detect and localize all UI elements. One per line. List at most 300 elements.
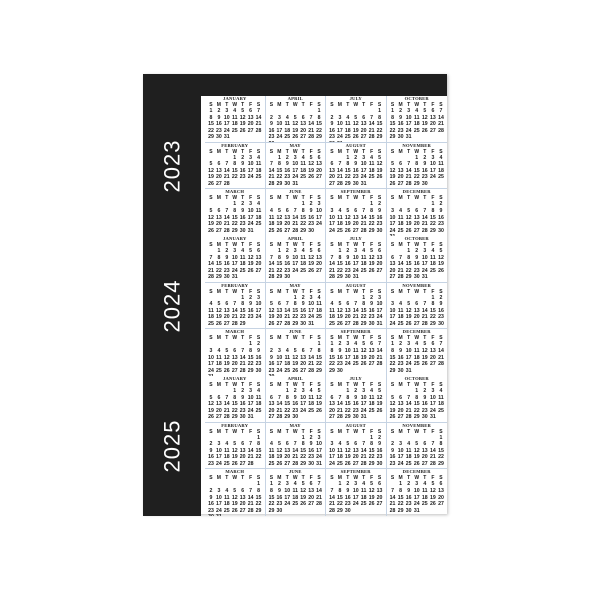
day-number: 7 (225, 394, 229, 401)
weekday-letter: W (353, 148, 359, 155)
day-number: 17 (389, 221, 396, 228)
day-number: 16 (284, 261, 291, 268)
day-number: 29 (316, 134, 322, 141)
day-number: 29 (397, 507, 404, 514)
day-number: 15 (300, 447, 307, 454)
day-number: 11 (368, 161, 375, 168)
weekday-letter: S (256, 102, 261, 108)
day-number: 7 (225, 161, 229, 168)
day-number: 14 (421, 307, 428, 314)
day-number: 20 (268, 407, 275, 414)
day-number: 11 (255, 394, 262, 401)
day-number: 12 (405, 307, 412, 314)
day-number: 8 (346, 161, 350, 168)
day-number: 27 (276, 321, 283, 328)
day-number: 12 (352, 121, 359, 128)
day-number: 21 (421, 221, 428, 228)
weekday-letter: F (309, 475, 313, 482)
day-number: 2 (293, 388, 297, 394)
weekday-letter: M (216, 475, 221, 482)
day-number: 7 (439, 108, 443, 114)
day-number: 27 (421, 461, 428, 468)
day-number: 31 (316, 461, 322, 468)
day-number: 6 (399, 394, 403, 401)
day-number: 20 (231, 361, 238, 368)
weekday-letter: T (241, 148, 245, 155)
weekday-letter: T (346, 335, 350, 342)
day-number: 14 (360, 447, 367, 454)
day-number: 24 (344, 361, 351, 368)
day-number: 13 (389, 261, 396, 268)
day-grid (389, 201, 446, 236)
day-number: 9 (354, 161, 358, 168)
day-number: 15 (389, 121, 396, 128)
day-number: 4 (407, 441, 411, 448)
day-number: 26 (268, 321, 275, 328)
day-number: 15 (376, 121, 383, 128)
weekday-letter: S (317, 242, 321, 248)
day-number: 5 (209, 394, 213, 401)
day-number: 26 (215, 321, 222, 328)
weekday-letter: S (330, 335, 334, 342)
day-number: 23 (344, 501, 351, 508)
weekday-letter: M (398, 382, 403, 388)
day-number: 28 (308, 134, 314, 141)
day-number: 18 (329, 314, 335, 321)
day-number: 24 (329, 461, 335, 468)
day-number: 12 (389, 167, 396, 174)
day-number: 25 (438, 407, 444, 414)
weekday-letter: T (225, 102, 229, 108)
day-number: 10 (329, 214, 335, 221)
day-number: 15 (389, 354, 396, 361)
day-number: 1 (233, 201, 237, 208)
day-number: 8 (241, 301, 245, 308)
day-number: 18 (360, 261, 367, 268)
weekday-letter: M (398, 148, 403, 155)
day-number: 6 (285, 207, 289, 214)
weekday-letter: T (407, 428, 411, 435)
day-number: 30 (336, 367, 343, 374)
day-number: 24 (360, 174, 367, 181)
day-number: 10 (276, 354, 283, 361)
day-number: 7 (270, 254, 273, 261)
day-number: 26 (376, 407, 383, 414)
day-number: 16 (336, 354, 343, 361)
day-number: 22 (284, 407, 291, 414)
day-number: 28 (223, 227, 230, 234)
weekday-letter: M (277, 288, 282, 295)
weekday-letter: F (249, 288, 253, 295)
day-number: 16 (376, 447, 383, 454)
weekday-letter: T (301, 428, 305, 435)
day-number: 29 (368, 227, 375, 234)
day-number: 8 (407, 254, 411, 261)
day-number: 6 (423, 441, 427, 448)
day-number: 23 (413, 267, 420, 274)
day-number: 3 (407, 341, 411, 348)
day-number: 29 (389, 367, 396, 374)
weekday-letter: T (301, 288, 305, 295)
day-number: 9 (354, 394, 358, 401)
day-number: 3 (362, 154, 366, 161)
day-number: 27 (239, 507, 246, 514)
weekday-letter: M (216, 102, 221, 108)
day-number: 7 (362, 441, 366, 448)
day-number: 8 (338, 487, 342, 494)
day-number: 28 (368, 134, 375, 141)
day-grid (207, 295, 263, 328)
day-number: 7 (407, 394, 411, 401)
month-august (326, 143, 387, 190)
weekday-letter: S (269, 148, 274, 155)
day-number: 26 (247, 267, 254, 274)
day-blank (413, 435, 421, 442)
day-number: 21 (239, 361, 246, 368)
day-number: 19 (231, 454, 238, 461)
day-number: 3 (217, 441, 221, 448)
day-number: 7 (293, 207, 297, 214)
day-number: 10 (292, 254, 299, 261)
weekday-letter: T (301, 102, 305, 108)
weekday-letter: S (256, 382, 261, 388)
weekday-letter: S (256, 428, 261, 435)
weekday-letter: S (269, 382, 274, 388)
day-number: 16 (421, 401, 428, 408)
day-number: 1 (301, 201, 305, 208)
day-number: 9 (241, 394, 245, 401)
day-number: 24 (276, 134, 283, 141)
weekday-letter: S (390, 335, 395, 342)
day-number: 18 (255, 167, 262, 174)
day-number: 23 (368, 314, 375, 321)
day-number: 17 (308, 307, 314, 314)
day-number: 7 (407, 161, 411, 168)
day-number: 24 (329, 227, 335, 234)
day-number: 1 (415, 154, 419, 161)
day-number: 23 (336, 361, 343, 368)
day-number: 22 (231, 221, 238, 228)
day-number: 4 (399, 207, 403, 214)
day-grid (268, 481, 324, 514)
weekday-letter: S (390, 475, 395, 482)
day-blank (268, 341, 276, 348)
weekday-letter: M (398, 242, 403, 248)
day-number: 5 (423, 341, 427, 348)
day-number: 4 (399, 301, 403, 308)
day-blank (299, 341, 307, 348)
day-number: 25 (368, 407, 375, 414)
day-number: 11 (360, 487, 367, 494)
day-number: 7 (257, 108, 260, 114)
weekday-letter: W (414, 195, 420, 202)
day-number: 19 (405, 314, 412, 321)
day-number: 15 (336, 261, 343, 268)
day-number: 1 (270, 481, 273, 488)
month-december (387, 189, 448, 236)
day-number: 10 (215, 494, 222, 501)
day-number: 18 (223, 501, 230, 508)
day-number: 14 (421, 214, 428, 221)
day-blank (344, 108, 352, 115)
day-grid (207, 435, 263, 468)
day-number: 8 (362, 301, 366, 308)
day-number: 3 (330, 441, 334, 448)
day-number: 15 (329, 354, 335, 361)
weekday-letter: T (346, 102, 350, 108)
day-number: 6 (217, 161, 221, 168)
day-number: 29 (413, 181, 420, 188)
day-number: 11 (284, 121, 291, 128)
day-number: 14 (255, 114, 262, 121)
weekday-letter: S (317, 428, 321, 435)
day-number: 25 (208, 321, 214, 328)
day-number: 29 (231, 227, 238, 234)
day-blank (223, 295, 231, 302)
day-number: 1 (317, 108, 321, 114)
weekday-letter: F (249, 428, 253, 435)
day-number: 29 (255, 507, 262, 514)
weekday-letter: F (309, 242, 313, 248)
day-number: 10 (376, 301, 383, 308)
day-number: 27 (397, 414, 404, 421)
weekday-letter: S (269, 288, 274, 295)
day-number: 4 (439, 154, 443, 161)
weekday-letter: S (269, 195, 274, 202)
day-number: 7 (330, 487, 334, 494)
day-number: 30 (300, 321, 307, 328)
weekday-letter: S (439, 195, 443, 202)
day-number: 30 (239, 227, 246, 234)
day-grid (207, 481, 263, 516)
day-blank (207, 341, 215, 348)
weekday-letter: T (423, 475, 427, 482)
day-number: 16 (276, 494, 283, 501)
day-number: 23 (276, 501, 283, 508)
day-number: 5 (391, 394, 394, 401)
day-number: 15 (255, 447, 262, 454)
day-number: 25 (223, 507, 230, 514)
day-number: 1 (346, 154, 350, 161)
weekday-letter: S (317, 288, 321, 295)
day-number: 6 (439, 481, 443, 488)
day-blank (283, 435, 291, 442)
weekday-letter: T (225, 335, 229, 342)
day-blank (231, 481, 239, 488)
month-name: JANUARY (223, 96, 247, 101)
day-number: 4 (415, 108, 419, 114)
day-number: 8 (285, 394, 289, 401)
day-number: 13 (413, 307, 420, 314)
day-number: 6 (370, 341, 374, 348)
weekday-letter: M (277, 102, 282, 108)
day-number: 5 (277, 441, 281, 448)
weekday-letter: T (346, 148, 350, 155)
day-number: 22 (231, 407, 238, 414)
day-number: 20 (376, 494, 383, 501)
day-number: 10 (300, 394, 307, 401)
day-number: 5 (354, 114, 358, 121)
day-number: 27 (389, 274, 396, 281)
weekday-letter: S (209, 428, 213, 435)
day-number: 17 (360, 167, 367, 174)
day-number: 15 (276, 261, 283, 268)
day-number: 6 (431, 108, 435, 114)
day-number: 8 (217, 254, 221, 261)
day-number: 26 (405, 321, 412, 328)
weekday-letter: W (232, 382, 238, 388)
month-november (387, 423, 448, 470)
day-number: 14 (231, 307, 238, 314)
day-number: 5 (423, 108, 427, 114)
day-number: 9 (370, 301, 374, 308)
weekday-letter: S (377, 382, 382, 388)
day-number: 29 (268, 507, 275, 514)
day-number: 12 (268, 307, 275, 314)
day-number: 25 (368, 174, 375, 181)
weekday-letter: W (232, 242, 238, 248)
day-number: 4 (209, 301, 213, 308)
day-number: 13 (329, 167, 335, 174)
day-number: 28 (276, 414, 283, 421)
day-number: 11 (208, 307, 214, 314)
day-number: 18 (438, 401, 444, 408)
weekday-letter: W (353, 382, 359, 388)
day-number: 18 (397, 221, 404, 228)
month-name: JANUARY (223, 236, 247, 241)
day-number: 22 (276, 174, 283, 181)
day-number: 22 (215, 267, 222, 274)
day-number: 17 (276, 361, 283, 368)
day-number: 14 (405, 401, 412, 408)
day-number: 17 (284, 494, 291, 501)
day-number: 28 (255, 127, 262, 134)
day-number: 18 (215, 361, 222, 368)
day-blank (352, 201, 360, 208)
day-number: 21 (336, 407, 343, 414)
weekday-letter: S (330, 195, 334, 202)
day-number: 19 (368, 261, 375, 268)
day-number: 19 (368, 494, 375, 501)
day-blank (283, 108, 291, 115)
weekday-letter: S (256, 195, 261, 202)
day-number: 31 (421, 274, 428, 281)
day-blank (389, 295, 397, 302)
day-number: 23 (239, 407, 246, 414)
day-blank (215, 201, 223, 208)
day-number: 27 (329, 414, 335, 421)
day-number: 15 (413, 167, 420, 174)
day-number: 9 (399, 347, 403, 354)
day-number: 6 (415, 301, 419, 308)
day-number: 19 (376, 401, 383, 408)
day-number: 17 (344, 354, 351, 361)
day-number: 11 (308, 394, 314, 401)
day-blank (344, 201, 352, 208)
day-number: 15 (231, 214, 238, 221)
day-number: 27 (352, 461, 359, 468)
day-number: 28 (405, 414, 412, 421)
weekday-letter: F (431, 335, 435, 342)
day-number: 27 (215, 181, 222, 188)
weekday-letter: F (370, 242, 374, 248)
day-number: 18 (336, 221, 343, 228)
month-name: APRIL (287, 376, 303, 381)
day-number: 30 (352, 414, 359, 421)
weekday-letter: F (249, 382, 253, 388)
day-number: 25 (329, 321, 335, 328)
weekday-letter: W (353, 335, 359, 342)
weekday-letter: T (407, 242, 411, 248)
day-number: 28 (336, 414, 343, 421)
day-blank (299, 108, 307, 115)
day-number: 8 (370, 207, 374, 214)
weekday-letter: F (431, 195, 435, 202)
day-blank (389, 155, 397, 162)
day-number: 17 (215, 501, 222, 508)
month-name: DECEMBER (402, 189, 431, 195)
day-number: 18 (413, 121, 420, 128)
day-number: 30 (397, 367, 404, 374)
weekday-letter: S (317, 475, 321, 482)
weekday-letter: T (241, 195, 245, 202)
month-name: JUNE (288, 469, 302, 475)
day-number: 14 (429, 447, 436, 454)
month-january (205, 236, 266, 283)
day-grid (207, 155, 263, 188)
day-number: 18 (308, 401, 314, 408)
day-number: 7 (354, 301, 358, 308)
day-number: 30 (352, 181, 359, 188)
day-number: 14 (352, 307, 359, 314)
day-number: 12 (344, 447, 351, 454)
day-number: 3 (249, 201, 253, 208)
day-blank (223, 481, 231, 488)
day-number: 30 (397, 134, 404, 141)
day-number: 22 (438, 454, 444, 461)
day-number: 18 (300, 261, 307, 268)
day-number: 7 (249, 487, 253, 494)
day-number: 14 (292, 447, 299, 454)
day-number: 23 (438, 314, 444, 321)
day-number: 6 (354, 441, 358, 448)
day-number: 21 (308, 127, 314, 134)
day-number: 16 (389, 454, 396, 461)
day-number: 19 (413, 454, 420, 461)
day-number: 21 (438, 121, 444, 128)
day-number: 31 (413, 507, 420, 514)
day-number: 11 (268, 447, 275, 454)
year-label: 2024 (158, 279, 184, 333)
day-number: 25 (344, 134, 351, 141)
day-number: 17 (247, 167, 254, 174)
weekday-letter: M (337, 475, 342, 482)
day-number: 22 (376, 127, 383, 134)
day-number: 12 (421, 114, 428, 121)
day-number: 8 (431, 207, 435, 214)
day-number: 22 (344, 407, 351, 414)
day-number: 11 (239, 254, 246, 261)
day-number: 9 (293, 394, 297, 401)
day-number: 6 (391, 254, 394, 261)
day-number: 12 (344, 214, 351, 221)
day-number: 22 (429, 221, 436, 228)
day-number: 11 (329, 307, 335, 314)
day-number: 19 (438, 261, 444, 268)
month-september (326, 189, 387, 236)
day-number: 3 (233, 248, 237, 254)
day-number: 30 (239, 414, 246, 421)
